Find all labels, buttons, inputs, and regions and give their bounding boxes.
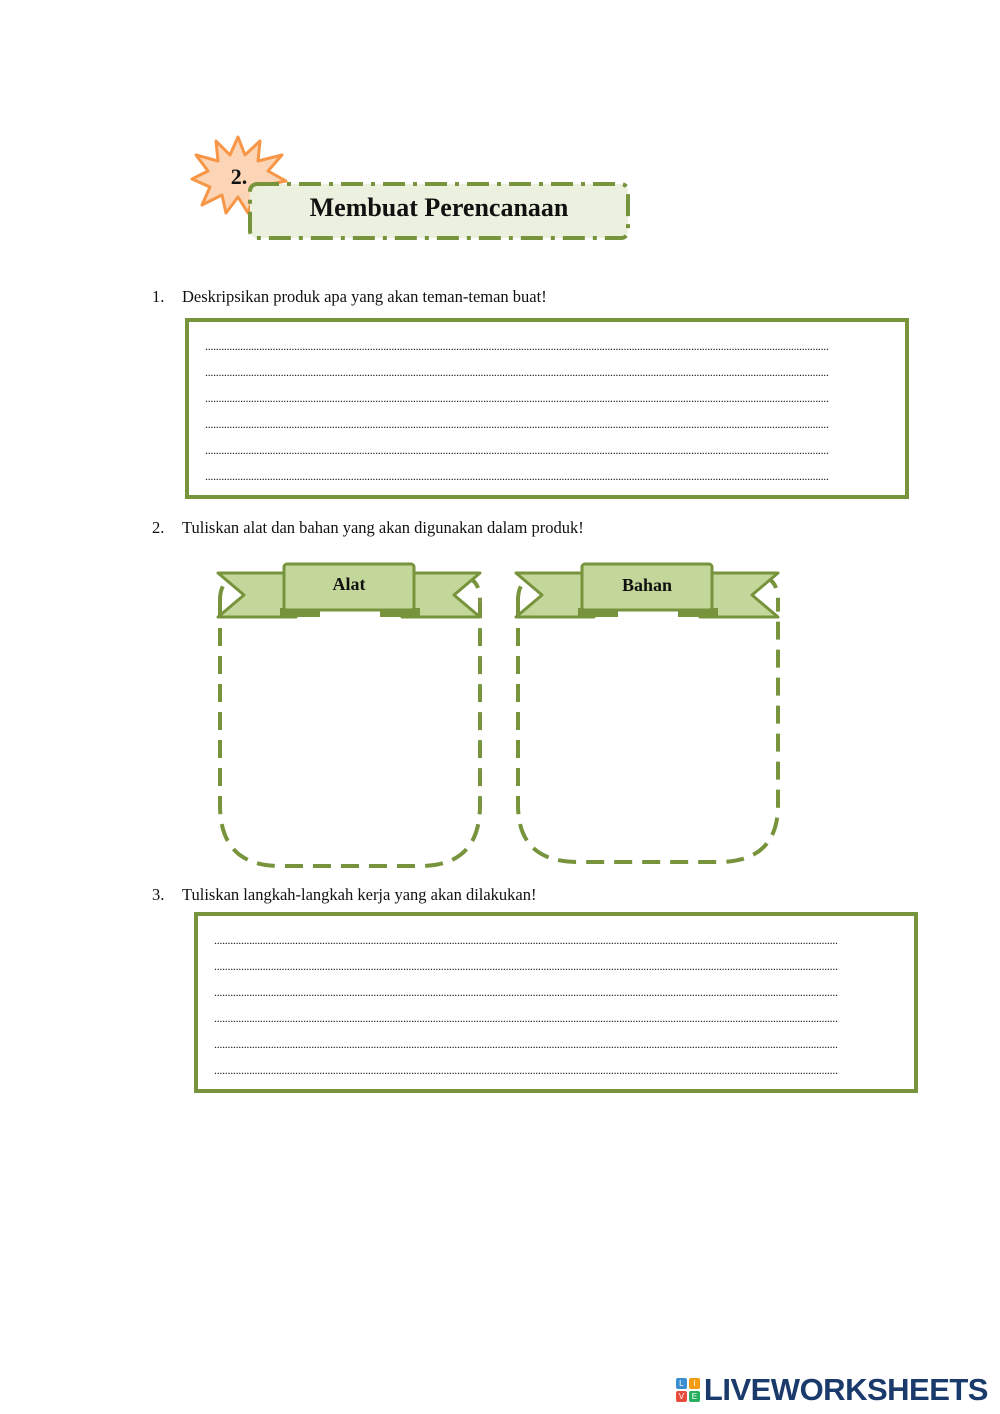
answer-line[interactable]: ....................................................................................................................................................................................................................................... — [214, 1012, 838, 1024]
liveworksheets-logo — [676, 1372, 988, 1408]
answer-line[interactable]: ....................................................................................................................................................................................................................................... — [205, 470, 829, 482]
question-2-number: 2. — [152, 518, 165, 537]
answer-box-1[interactable] — [185, 318, 909, 499]
answer-line[interactable]: ....................................................................................................................................................................................................................................... — [205, 392, 829, 404]
answer-box-3[interactable] — [194, 912, 918, 1093]
answer-line[interactable]: ....................................................................................................................................................................................................................................... — [205, 444, 829, 456]
liveworksheets-icon: L I V E — [676, 1378, 700, 1402]
answer-line[interactable]: ....................................................................................................................................................................................................................................... — [205, 366, 829, 378]
section-number: 2. — [230, 164, 248, 189]
question-1-text: Deskripsikan produk apa yang akan teman-teman buat! — [182, 287, 547, 306]
answer-line[interactable]: ....................................................................................................................................................................................................................................... — [214, 1038, 838, 1050]
tools-jar[interactable] — [214, 560, 486, 872]
question-2-text: Tuliskan alat dan bahan yang akan digunakan dalam produk! — [182, 518, 584, 537]
materials-label: Bahan — [621, 575, 673, 595]
question-3-text: Tuliskan langkah-langkah kerja yang akan dilakukan! — [182, 885, 537, 904]
answer-line[interactable]: ....................................................................................................................................................................................................................................... — [214, 960, 838, 972]
answer-line[interactable]: ....................................................................................................................................................................................................................................... — [214, 934, 838, 946]
question-2 — [152, 518, 584, 538]
answer-line[interactable]: ....................................................................................................................................................................................................................................... — [205, 340, 829, 352]
question-1 — [152, 287, 547, 307]
question-1-number: 1. — [152, 287, 165, 306]
answer-line[interactable]: ....................................................................................................................................................................................................................................... — [214, 986, 838, 998]
question-3-number: 3. — [152, 885, 165, 904]
liveworksheets-brand: LIVEWORKSHEETS — [703, 1372, 988, 1407]
question-3 — [152, 885, 537, 905]
answer-line[interactable]: ....................................................................................................................................................................................................................................... — [214, 1064, 838, 1076]
answer-line[interactable]: ....................................................................................................................................................................................................................................... — [205, 418, 829, 430]
page-title: Membuat Perencanaan — [309, 193, 569, 222]
tools-label: Alat — [332, 574, 366, 594]
materials-jar[interactable] — [512, 560, 784, 872]
